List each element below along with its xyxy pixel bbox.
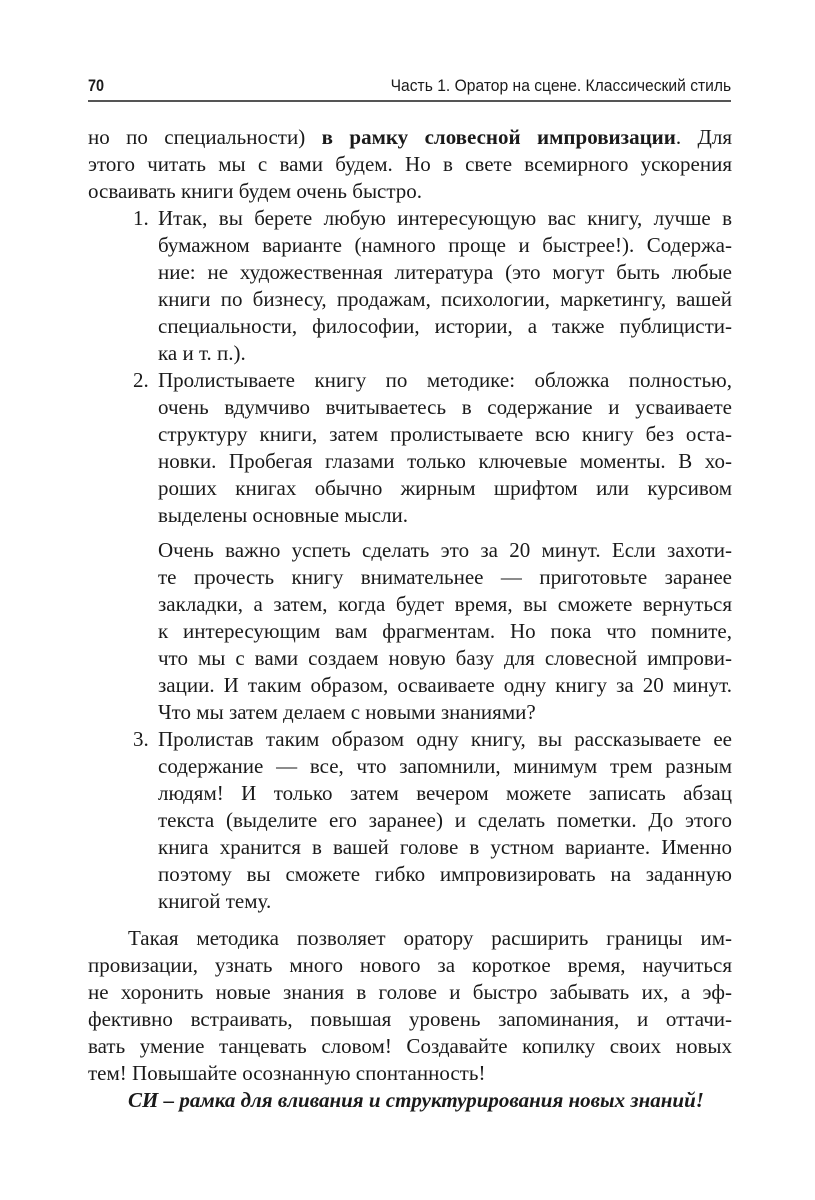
text-line: к интересующим вам фрагментам. Но пока что помните, (158, 619, 732, 643)
text-line: структуру книги, затем пролистываете всю книгу без оста- (158, 422, 732, 446)
text-line: книгой тему. (158, 889, 272, 913)
conclusion-paragraph (88, 925, 732, 1087)
list-item (88, 205, 732, 367)
text-line: закладки, а затем, когда будет время, вы сможете вернуться (158, 592, 732, 616)
text-line: провизации, узнать много нового за короткое время, научиться (88, 953, 732, 977)
text-line: роших книгах обычно жирным шрифтом или курсивом (158, 476, 732, 500)
list-item (88, 367, 732, 529)
text-line: книга хранится в вашей голове в устном варианте. Именно (158, 835, 732, 859)
text-line: этого читать мы с вами будем. Но в свете всемирного ускорения (88, 152, 732, 176)
list-item-continuation (88, 537, 732, 726)
text-line: не хоронить новые знания в голове и быстро забывать их, а эф- (88, 980, 732, 1004)
text-line: ка и т. п.). (158, 341, 246, 365)
text-line: специальности, философии, истории, а также публицисти- (158, 314, 732, 338)
text-line: те прочесть книгу внимательнее — приготовьте заранее (158, 565, 732, 589)
text-line: Такая методика позволяет оратору расширить границы им- (128, 926, 732, 950)
text-line: книги по бизнесу, продажам, психологии, маркетингу, вашей (158, 287, 732, 311)
page-number: 70 (88, 76, 105, 95)
text-line: текста (выделите его заранее) и сделать пометки. До этого (158, 808, 732, 832)
list-number: 1. (133, 206, 149, 230)
text-line: Пролистываете книгу по методике: обложка полностью, 2. (133, 368, 732, 392)
running-title: Часть 1. Оратор на сцене. Классический стиль (390, 76, 731, 95)
text-line: осваивать книги будем очень быстро. (88, 179, 423, 203)
text-line: Очень важно успеть сделать это за 20 минут. Если захоти- (158, 538, 732, 562)
text-line: бумажном варианте (намного проще и быстрее!). Содержа- (158, 233, 732, 257)
list-number: 3. (133, 727, 149, 751)
text-line: Итак, вы берете любую интересующую вас книгу, лучше в 1. (133, 206, 732, 230)
text-line: что мы с вами создаем новую базу для словесной импрови- (158, 646, 732, 670)
text-line: фективно встраивать, повышая уровень запоминания, и оттачи- (88, 1007, 732, 1031)
text-line: очень вдумчиво вчитываетесь в содержание и усваиваете (158, 395, 732, 419)
text-line: поэтому вы сможете гибко импровизировать на заданную (158, 862, 732, 886)
bold-phrase: в рамку словесной импровизации (321, 125, 676, 149)
text-line: тем! Повышайте осознанную спонтанность! (88, 1061, 486, 1085)
text-line: выделены основные мысли. (158, 503, 409, 527)
list-number: 2. (133, 368, 149, 392)
list-item (88, 726, 732, 915)
intro-paragraph (88, 124, 732, 205)
text-segment: но по специальности) (88, 125, 322, 149)
text-line: зации. И таким образом, осваиваете одну книгу за 20 минут. (158, 673, 732, 697)
text-line: новки. Пробегая глазами только ключевые моменты. В хо- (158, 449, 732, 473)
text-segment: . Для (675, 125, 733, 149)
text-line (88, 124, 732, 151)
text-line: Пролистав таким образом одну книгу, вы рассказываете ее 3. (133, 727, 732, 751)
page-header (88, 74, 731, 102)
text-line: вать умение танцевать словом! Создавайте копилку своих новых (88, 1034, 732, 1058)
text-line: ние: не художественная литература (это могут быть любые (158, 260, 732, 284)
page-body (88, 124, 732, 1114)
text-line: содержание — все, что запомнили, минимум трем разным (158, 754, 732, 778)
motto: СИ – рамка для вливания и структурирования новых знаний! (128, 1088, 704, 1112)
text-line: людям! И только затем вечером можете записать абзац (158, 781, 732, 805)
text-line: Что мы затем делаем с новыми знаниями? (158, 700, 536, 724)
